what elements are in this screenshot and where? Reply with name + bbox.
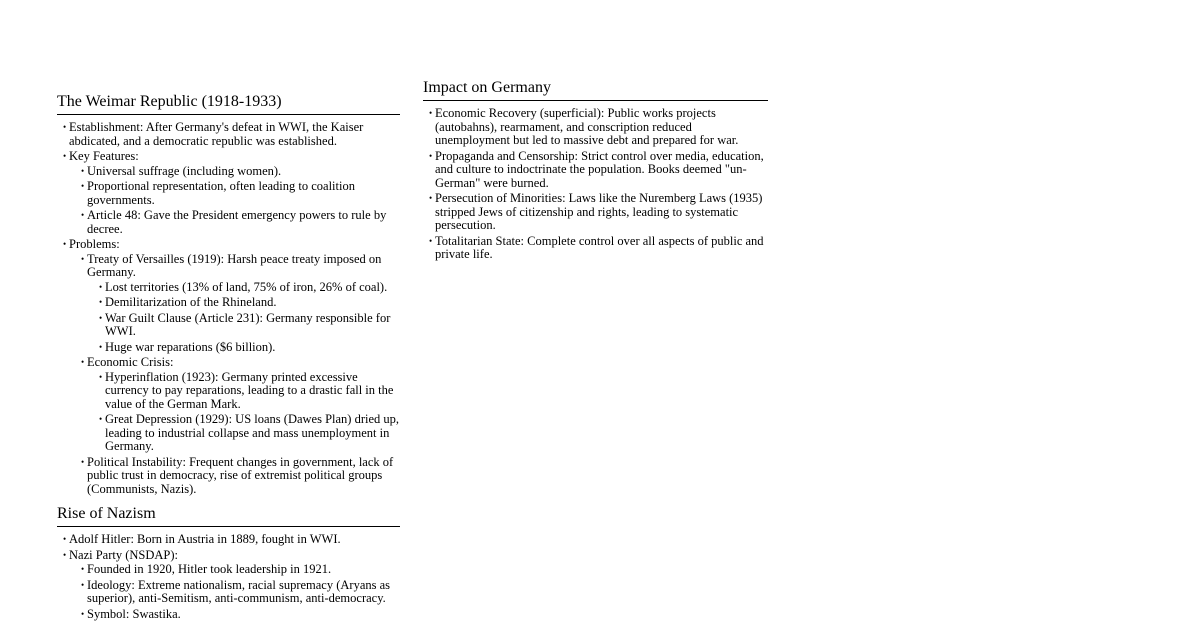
- impact-item: • Persecution of Minorities: Laws like the Nuremberg Laws (1935) stripped Jews of citizenship and rights, leading to systematic persecution.: [429, 192, 768, 233]
- rise-list: [57, 533, 400, 621]
- weimar-list: [57, 121, 400, 496]
- nazi-party-item: • Symbol: Swastika.: [81, 608, 400, 622]
- nazi-party-item: • Ideology: Extreme nationalism, racial supremacy (Aryans as superior), anti-Semitism, anti-communism, anti-democracy.: [81, 579, 400, 606]
- key-feature-item: • Article 48: Gave the President emergency powers to rule by decree.: [81, 209, 400, 236]
- right-column: [423, 79, 768, 264]
- section-weimar-republic: [57, 93, 400, 496]
- section-impact-on-germany: [423, 79, 768, 262]
- economic-crisis-item: • Hyperinflation (1923): Germany printed excessive currency to pay reparations, leading to a drastic fall in the value of the German Mark.: [99, 371, 400, 412]
- impact-item: • Propaganda and Censorship: Strict control over media, education, and culture to indoctrinate the population. Books deemed "un-German" were burned.: [429, 150, 768, 191]
- nazi-party-item: • Founded in 1920, Hitler took leadership in 1921.: [81, 563, 400, 577]
- weimar-key-features: [63, 150, 400, 236]
- key-features-list: [69, 165, 400, 237]
- heading-impact-on-germany: Impact on Germany: [423, 79, 768, 101]
- problem-versailles: [81, 253, 400, 355]
- weimar-problems: [63, 238, 400, 496]
- impact-list: [423, 107, 768, 262]
- impact-item: • Totalitarian State: Complete control over all aspects of public and private life.: [429, 235, 768, 262]
- heading-weimar-republic: The Weimar Republic (1918-1933): [57, 93, 400, 115]
- nazi-party-label: Nazi Party (NSDAP):: [69, 547, 179, 562]
- versailles-item: • Huge war reparations ($6 billion).: [99, 341, 400, 355]
- economic-crisis-label: Economic Crisis:: [87, 355, 174, 369]
- key-features-label: Key Features:: [69, 149, 139, 163]
- weimar-establishment: • Establishment: After Germany's defeat in WWI, the Kaiser abdicated, and a democratic republic was established.: [63, 121, 400, 148]
- impact-item: • Economic Recovery (superficial): Public works projects (autobahns), rearmament, and conscription reduced unemployment but led to massive debt and prepared for war.: [429, 107, 768, 148]
- rise-hitler: • Adolf Hitler: Born in Austria in 1889, fought in WWI.: [63, 533, 400, 547]
- problem-economic-crisis: [81, 356, 400, 454]
- key-feature-item: • Proportional representation, often leading to coalition governments.: [81, 180, 400, 207]
- versailles-item: • War Guilt Clause (Article 231): Germany responsible for WWI.: [99, 312, 400, 339]
- left-column: [57, 93, 400, 623]
- problem-political-instability: • Political Instability: Frequent changes in government, lack of public trust in democracy, rise of extremist political groups (Communists, Nazis).: [81, 456, 400, 497]
- versailles-label: Treaty of Versailles (1919): Harsh peace treaty imposed on Germany.: [87, 251, 382, 279]
- section-rise-of-nazism: [57, 505, 400, 621]
- problems-label: Problems:: [69, 237, 120, 251]
- versailles-list: [87, 281, 400, 355]
- economic-crisis-item: • Great Depression (1929): US loans (Dawes Plan) dried up, leading to industrial collapse and mass unemployment in Germany.: [99, 413, 400, 454]
- heading-rise-of-nazism: Rise of Nazism: [57, 505, 400, 527]
- versailles-item: • Demilitarization of the Rhineland.: [99, 296, 400, 310]
- versailles-item: • Lost territories (13% of land, 75% of iron, 26% of coal).: [99, 281, 400, 295]
- nazi-party-list: [69, 563, 400, 621]
- rise-nazi-party: [63, 549, 400, 622]
- problems-list: [69, 253, 400, 497]
- key-feature-item: • Universal suffrage (including women).: [81, 165, 400, 179]
- economic-crisis-list: [87, 371, 400, 454]
